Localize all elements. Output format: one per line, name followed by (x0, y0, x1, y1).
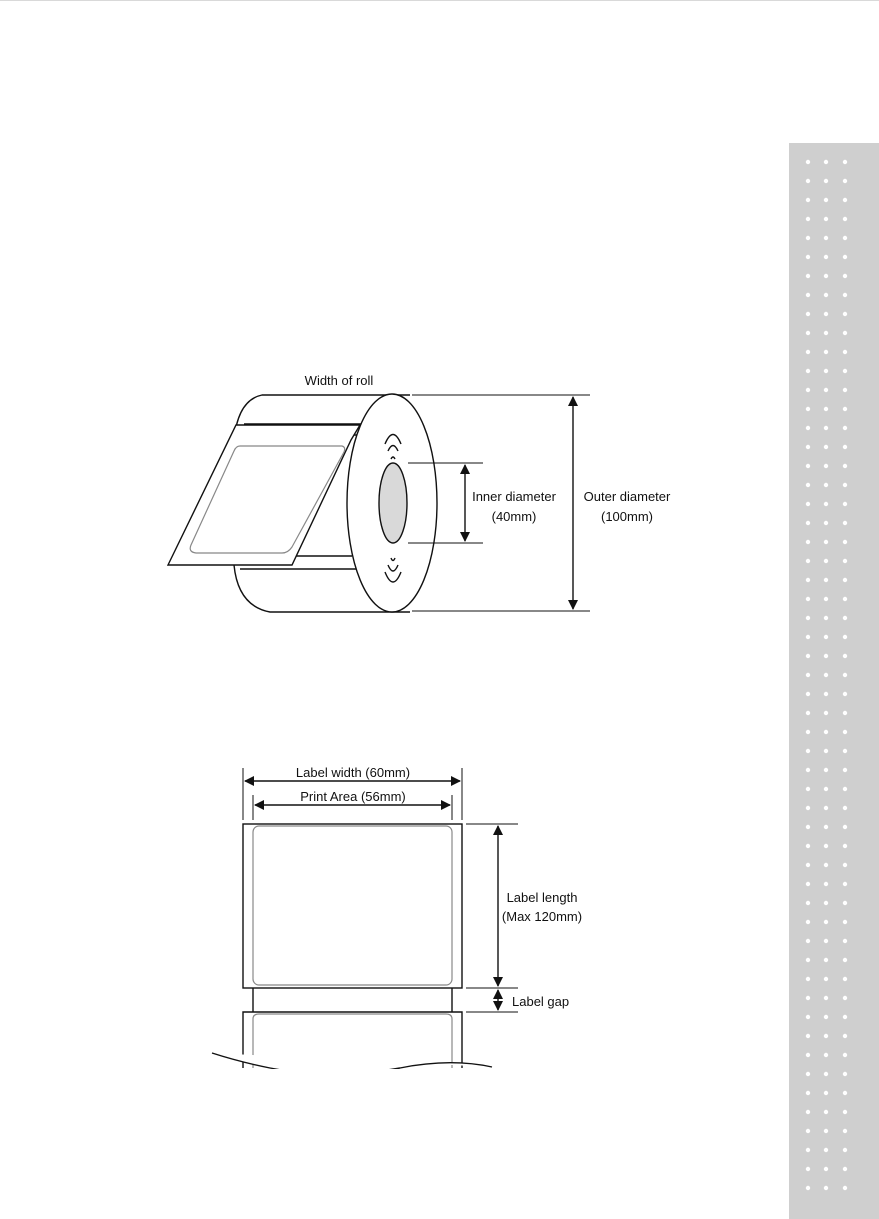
side-dot (806, 198, 810, 202)
side-dot (824, 635, 828, 639)
side-dot (843, 958, 847, 962)
side-dot (824, 217, 828, 221)
torn-edge-mask (213, 1069, 498, 1089)
side-dot (824, 673, 828, 677)
side-dot (843, 426, 847, 430)
side-dot (824, 711, 828, 715)
side-dot (806, 711, 810, 715)
side-dot (824, 236, 828, 240)
label-length-value: (Max 120mm) (501, 909, 583, 924)
side-dot (824, 749, 828, 753)
side-dot (843, 939, 847, 943)
side-dot (806, 540, 810, 544)
side-dot (824, 1167, 828, 1171)
side-dot (806, 407, 810, 411)
side-dot (806, 483, 810, 487)
side-dot (824, 540, 828, 544)
side-dot (824, 464, 828, 468)
side-dot (806, 939, 810, 943)
side-dot (824, 1015, 828, 1019)
side-dot (824, 483, 828, 487)
side-dot (843, 1015, 847, 1019)
side-dot (806, 1110, 810, 1114)
side-dot (843, 711, 847, 715)
side-dot (824, 559, 828, 563)
side-dot (843, 1034, 847, 1038)
side-dot (843, 597, 847, 601)
side-dot (806, 1186, 810, 1190)
label-dimensions-diagram (212, 768, 518, 1089)
side-dot (843, 920, 847, 924)
outer-diameter-value: (100mm) (600, 509, 654, 524)
outer-diameter-label: Outer diameter (583, 489, 671, 504)
side-dot (843, 844, 847, 848)
side-dot (824, 996, 828, 1000)
side-dot (843, 616, 847, 620)
inner-diameter-label: Inner diameter (472, 489, 556, 504)
side-dot (806, 787, 810, 791)
side-dot (824, 654, 828, 658)
label-length-label: Label length (506, 890, 578, 905)
side-dot (806, 274, 810, 278)
side-dot (843, 882, 847, 886)
side-dot (806, 369, 810, 373)
side-dot (824, 521, 828, 525)
side-dot (806, 844, 810, 848)
side-dot (824, 179, 828, 183)
side-dot (843, 464, 847, 468)
side-dot (806, 1091, 810, 1095)
side-dot (824, 331, 828, 335)
side-dot (843, 1110, 847, 1114)
side-dot-pattern (806, 160, 847, 1190)
side-dot (806, 426, 810, 430)
side-dot (806, 863, 810, 867)
print-area-label: Print Area (56mm) (300, 789, 406, 804)
side-dot (806, 464, 810, 468)
side-dot (843, 521, 847, 525)
side-dot (806, 692, 810, 696)
side-dot (843, 236, 847, 240)
side-dot (843, 502, 847, 506)
side-dot (806, 749, 810, 753)
side-dot (824, 198, 828, 202)
side-dot (806, 255, 810, 259)
side-dot (843, 749, 847, 753)
side-dot (824, 445, 828, 449)
side-dot (843, 730, 847, 734)
side-dot (824, 768, 828, 772)
side-dot (806, 597, 810, 601)
side-dot (824, 863, 828, 867)
roll-core (379, 463, 407, 543)
side-dot (843, 654, 847, 658)
side-dot (824, 844, 828, 848)
side-dot (806, 1034, 810, 1038)
side-dot (843, 483, 847, 487)
side-dot (806, 179, 810, 183)
side-dot (824, 350, 828, 354)
side-dot (806, 293, 810, 297)
side-dot (824, 1072, 828, 1076)
side-dot (824, 825, 828, 829)
side-dot (843, 1186, 847, 1190)
side-dot (824, 806, 828, 810)
side-dot (806, 1072, 810, 1076)
side-dot (806, 635, 810, 639)
side-dot (806, 1129, 810, 1133)
side-dot (843, 445, 847, 449)
side-dot (806, 1167, 810, 1171)
side-dot (806, 806, 810, 810)
side-dot (843, 217, 847, 221)
side-dot (824, 692, 828, 696)
side-dot (806, 768, 810, 772)
side-dot (806, 730, 810, 734)
side-dot (843, 1053, 847, 1057)
side-dot (806, 388, 810, 392)
side-dot (843, 996, 847, 1000)
side-dot (824, 958, 828, 962)
side-dot (843, 692, 847, 696)
side-dot (843, 198, 847, 202)
side-dot (843, 673, 847, 677)
side-dot (843, 350, 847, 354)
side-dot (824, 1034, 828, 1038)
side-dot (824, 730, 828, 734)
side-dot (806, 1015, 810, 1019)
side-dot (843, 1129, 847, 1133)
side-dot (806, 673, 810, 677)
side-dot (824, 407, 828, 411)
side-dot (806, 825, 810, 829)
side-dot (824, 1091, 828, 1095)
side-dot (824, 1186, 828, 1190)
side-dot (824, 882, 828, 886)
side-dot (806, 616, 810, 620)
side-dot (824, 597, 828, 601)
side-dot (843, 901, 847, 905)
label-rectangle (243, 824, 462, 988)
side-dot (843, 1072, 847, 1076)
side-dot (824, 502, 828, 506)
side-dot (824, 274, 828, 278)
side-dot (806, 559, 810, 563)
side-dot (806, 1148, 810, 1152)
side-dot (843, 179, 847, 183)
side-dot (806, 331, 810, 335)
side-dot (806, 521, 810, 525)
side-dot (843, 293, 847, 297)
side-dot (824, 1148, 828, 1152)
label-gap-label: Label gap (512, 994, 570, 1009)
side-dot (806, 882, 810, 886)
side-dot (843, 369, 847, 373)
side-dot (824, 388, 828, 392)
side-dot (843, 559, 847, 563)
side-dot (843, 255, 847, 259)
side-dot (806, 958, 810, 962)
side-dot (806, 977, 810, 981)
side-dot (843, 160, 847, 164)
side-dot (806, 445, 810, 449)
side-dot (843, 407, 847, 411)
side-dot (806, 217, 810, 221)
side-dot (843, 578, 847, 582)
side-dot (806, 312, 810, 316)
side-dot (806, 901, 810, 905)
side-dot (824, 369, 828, 373)
side-dot (806, 920, 810, 924)
side-dot (806, 1053, 810, 1057)
side-dot (824, 426, 828, 430)
side-dot (843, 1167, 847, 1171)
side-dot (843, 388, 847, 392)
side-dot (824, 1129, 828, 1133)
side-dot (824, 901, 828, 905)
side-dot (806, 160, 810, 164)
label-width-label: Label width (60mm) (295, 765, 411, 780)
side-dot (824, 787, 828, 791)
side-dot (843, 787, 847, 791)
side-dot (824, 578, 828, 582)
side-dot (806, 654, 810, 658)
width-of-roll-label: Width of roll (304, 373, 374, 388)
side-dot (824, 616, 828, 620)
side-dot (824, 255, 828, 259)
side-dot (824, 939, 828, 943)
side-dot (824, 977, 828, 981)
side-dot (843, 977, 847, 981)
inner-diameter-value: (40mm) (491, 509, 537, 524)
side-dot (824, 160, 828, 164)
side-dot (843, 863, 847, 867)
side-dot (806, 350, 810, 354)
side-dot (806, 236, 810, 240)
side-dot (843, 1091, 847, 1095)
side-dot (824, 312, 828, 316)
side-dot (843, 635, 847, 639)
side-dot (843, 540, 847, 544)
side-dot (843, 825, 847, 829)
side-dot (806, 996, 810, 1000)
side-dot (843, 768, 847, 772)
side-dot (806, 502, 810, 506)
side-dot (843, 1148, 847, 1152)
side-dot (824, 1053, 828, 1057)
side-dot (806, 578, 810, 582)
side-dot (824, 920, 828, 924)
side-dot (843, 312, 847, 316)
side-dot (824, 293, 828, 297)
side-dot (843, 806, 847, 810)
side-dot (843, 274, 847, 278)
side-dot (824, 1110, 828, 1114)
side-dot (843, 331, 847, 335)
